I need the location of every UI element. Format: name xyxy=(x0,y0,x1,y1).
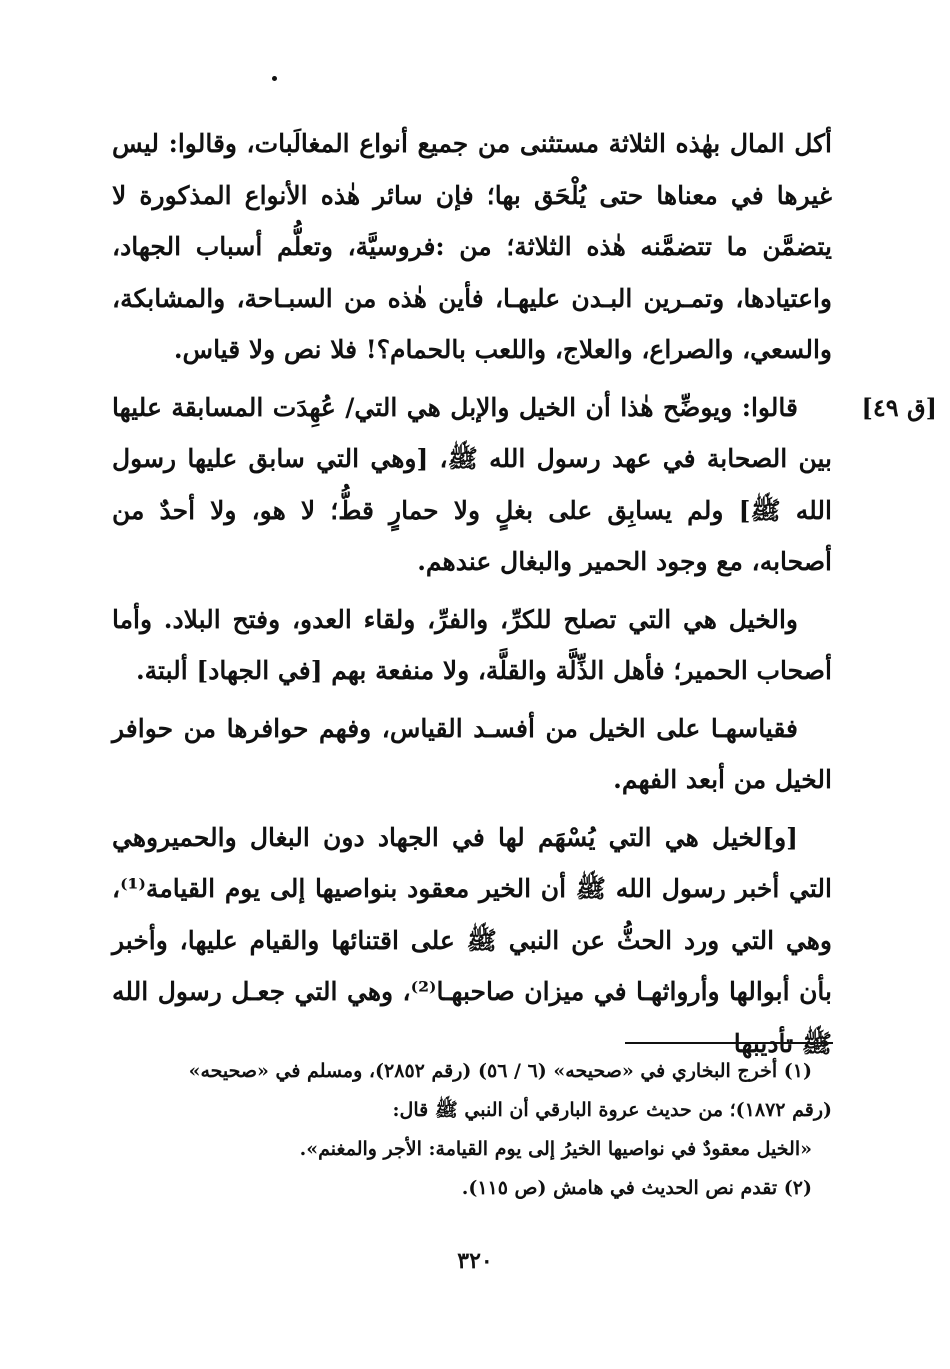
paragraph-3: والخيل هي التي تصلح للكرِّ، والفرِّ، ولقاء العدو، وفتح البلاد. وأما أصحاب الحمير؛ فأهل الذِّلَّة والقلَّة، ولا منفعة بهم [في الجهاد] ألبتة. xyxy=(112,604,832,685)
footnotes xyxy=(112,1052,832,1208)
footnote-1-line-1: (١) أخرج البخاري في «صحيحه» (٦ / ٥٦) (رقم ٢٨٥٢)، ومسلم في «صحيحه» xyxy=(188,1060,812,1082)
paragraph-2: قالوا: ويوضِّح هٰذا أن الخيل والإبل هي التي/ عُهِدَت المسابقة عليها بين الصحابة في عهد رسول الله ﷺ، [وهي التي سابق عليها رسول الله ﷺ] ولم يسابِق على بغلٍ ولا حمارٍ قطُّ؛ لا هو، ولا أحدٌ من أصحابه، مع وجود الحمير والبغال عندهم. xyxy=(112,392,832,576)
stray-dot-mark xyxy=(272,76,277,81)
page-number: ٣٢٠ xyxy=(457,1248,493,1274)
manuscript-folio-marker: [ق ٤٩] xyxy=(861,393,937,422)
paragraph-1: أكل المال بهٰذه الثلاثة مستثنى من جميع أنواع المغالَبات، وقالوا: ليس غيرها في معناها حتى يُلْحَق بها؛ فإن سائر هٰذه الأنواع المذكورة لا يتضمَّن ما تتضمَّنه هٰذه الثلاثة؛ من :فروسيَّة، وتعلُّم أسباب الجهاد، واعتيادها، وتمـرين البـدن عليهـا، فأين هٰذه من السبـاحة، والمشابكة، والسعي، والصراع، والعلاج، واللعب بالحمام؟! فلا نص ولا قياس. xyxy=(112,129,832,364)
footnote-1-hadith-quote: «الخيل معقودٌ في نواصيها الخيرُ إلى يوم القيامة: الأجر والمغنم». xyxy=(299,1138,812,1160)
paragraph-4: فقياسهـا على الخيل من أفسـد القياس، وفهم حوافرها من حوافر الخيل من أبعد الفهم. xyxy=(112,713,832,794)
footnote-1-line-2: (رقم ١٨٧٢)؛ من حديث عروة البارقي أن النبي ﷺ قال: xyxy=(392,1099,832,1121)
footnote-2: (٢) تقدم نص الحديث في هامش (ص ١١٥). xyxy=(461,1177,812,1199)
paragraph-5: [و]لخيل هي التي يُسْهَم لها في الجهاد دون البغال والحميروهي التي أخبر رسول الله ﷺ أن الخير معقود بنواصيها إلى يوم القيامة⁽¹⁾، وهي التي ورد الحثُّ عن النبي ﷺ على اقتنائها والقيام عليها، وأخبر بأن أبوالها وأرواثهـا في ميزان صاحبهـا⁽²⁾، وهي التي جعـل رسول الله ﷺ تأديبها xyxy=(112,822,832,1058)
footnote-separator-rule xyxy=(625,1042,833,1044)
main-text xyxy=(112,118,832,1075)
